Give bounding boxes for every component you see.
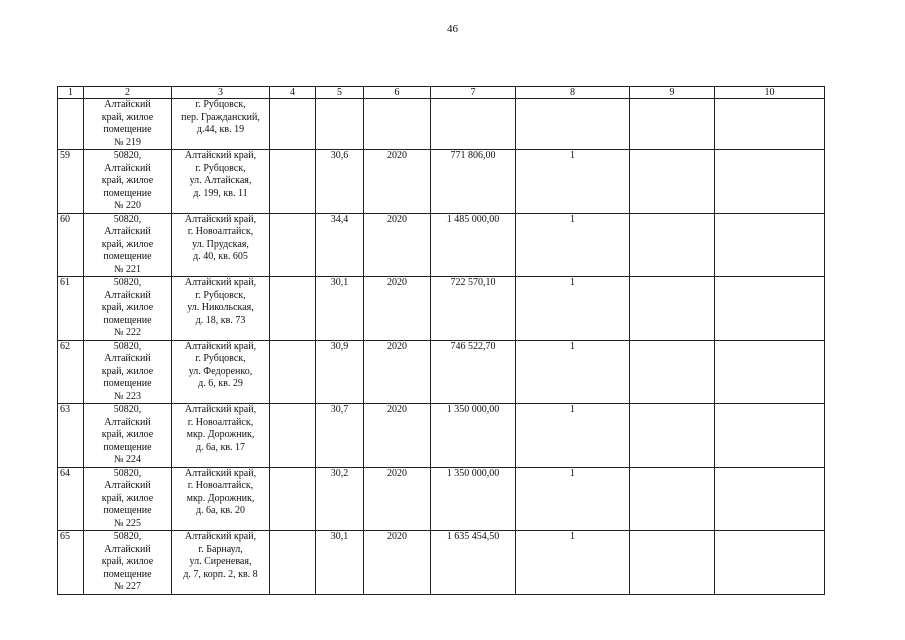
table-row <box>58 531 825 595</box>
object-line: № 222 <box>113 327 142 338</box>
address-cell <box>172 340 270 404</box>
address-line: Алтайский край, <box>184 340 257 352</box>
address-line: г. Новоалтайск, <box>187 416 254 428</box>
column-9-cell <box>630 531 715 595</box>
object-cell <box>84 99 172 150</box>
column-header: 8 <box>516 87 630 99</box>
quantity-cell: 1 <box>516 150 630 214</box>
column-10-cell <box>715 467 825 531</box>
object-line: край, жилое <box>101 111 154 123</box>
object-cell <box>84 277 172 341</box>
year-cell: 2020 <box>364 340 431 404</box>
year-cell: 2020 <box>364 277 431 341</box>
object-line: помещение <box>103 124 152 135</box>
object-line: помещение <box>103 251 152 262</box>
column-10-cell <box>715 213 825 277</box>
column-10-cell <box>715 340 825 404</box>
object-line: помещение <box>103 568 152 580</box>
quantity-cell: 1 <box>516 531 630 595</box>
area-cell: 30,9 <box>316 340 364 404</box>
column-9-cell <box>630 99 715 150</box>
address-cell <box>172 277 270 341</box>
row-number-cell: 60 <box>58 213 84 277</box>
column-9-cell <box>630 277 715 341</box>
address-cell <box>172 99 270 150</box>
address-line: г. Новоалтайск, <box>187 480 254 491</box>
column-9-cell <box>630 150 715 214</box>
row-number-cell: 65 <box>58 531 84 595</box>
address-line: ул. Сиреневая, <box>189 556 252 567</box>
column-4-cell <box>270 404 316 468</box>
table-row <box>58 404 825 468</box>
table-header-row <box>58 87 825 99</box>
object-line: Алтайский <box>104 162 151 174</box>
object-line: № 225 <box>113 517 142 529</box>
object-line: Алтайский <box>104 480 151 491</box>
page-number: 46 <box>447 23 458 35</box>
address-line: мкр. Дорожник, <box>186 429 255 440</box>
object-line: № 227 <box>113 581 142 592</box>
row-number-cell <box>58 99 84 150</box>
price-cell: 722 570,10 <box>431 277 516 341</box>
table-body <box>58 99 825 595</box>
address-line: ул. Прудская, <box>192 238 249 250</box>
column-9-cell <box>630 404 715 468</box>
address-cell <box>172 404 270 468</box>
column-4-cell <box>270 99 316 150</box>
address-line: г. Рубцовск, <box>195 99 246 110</box>
address-line: д. 199, кв. 11 <box>193 187 248 199</box>
column-header: 10 <box>715 87 825 99</box>
object-line: № 219 <box>113 136 142 148</box>
column-header: 4 <box>270 87 316 99</box>
address-line: г. Барнаул, <box>198 543 243 555</box>
address-line: г. Рубцовск, <box>195 162 246 174</box>
quantity-cell: 1 <box>516 277 630 341</box>
address-cell <box>172 213 270 277</box>
address-line: мкр. Дорожник, <box>186 492 255 504</box>
address-line: пер. Гражданский, <box>181 111 260 123</box>
quantity-cell: 1 <box>516 467 630 531</box>
column-4-cell <box>270 467 316 531</box>
object-cell <box>84 340 172 404</box>
column-4-cell <box>270 531 316 595</box>
object-line: Алтайский <box>104 226 151 237</box>
price-cell: 746 522,70 <box>431 340 516 404</box>
object-line: помещение <box>103 187 152 199</box>
address-line: д. 18, кв. 73 <box>195 314 246 326</box>
price-cell: 1 635 454,50 <box>431 531 516 595</box>
object-cell <box>84 531 172 595</box>
address-line: г. Новоалтайск, <box>187 226 254 237</box>
address-line: Алтайский край, <box>184 467 257 479</box>
object-line: 50820, <box>113 404 142 415</box>
year-cell: 2020 <box>364 150 431 214</box>
table-row <box>58 213 825 277</box>
object-line: Алтайский <box>104 289 151 301</box>
address-line: Алтайский край, <box>184 404 257 415</box>
address-line: д. 6, кв. 29 <box>198 378 243 389</box>
column-header: 2 <box>84 87 172 99</box>
address-line: д. 7, корп. 2, кв. 8 <box>183 568 258 580</box>
area-cell: 30,1 <box>316 531 364 595</box>
object-line: 50820, <box>113 213 142 225</box>
address-line: Алтайский край, <box>184 531 257 542</box>
column-header: 3 <box>172 87 270 99</box>
object-line: помещение <box>103 505 152 516</box>
address-line: г. Рубцовск, <box>195 353 246 364</box>
column-10-cell <box>715 150 825 214</box>
table-row <box>58 467 825 531</box>
object-cell <box>84 467 172 531</box>
object-line: край, жилое <box>101 238 154 250</box>
column-9-cell <box>630 213 715 277</box>
column-10-cell <box>715 531 825 595</box>
object-line: Алтайский <box>104 416 151 428</box>
object-line: край, жилое <box>101 175 154 186</box>
year-cell: 2020 <box>364 213 431 277</box>
address-cell <box>172 467 270 531</box>
address-line: ул. Федоренко, <box>188 365 253 377</box>
column-4-cell <box>270 150 316 214</box>
property-table <box>57 86 825 595</box>
quantity-cell: 1 <box>516 404 630 468</box>
address-cell <box>172 150 270 214</box>
quantity-cell <box>516 99 630 150</box>
address-line: д. 40, кв. 605 <box>193 251 248 262</box>
address-line: ул. Алтайская, <box>189 175 252 186</box>
area-cell: 34,4 <box>316 213 364 277</box>
column-9-cell <box>630 340 715 404</box>
price-cell: 771 806,00 <box>431 150 516 214</box>
object-line: 50820, <box>113 531 142 542</box>
address-line: ул. Никольская, <box>187 302 254 313</box>
price-cell: 1 350 000,00 <box>431 467 516 531</box>
object-line: № 221 <box>113 263 142 275</box>
area-cell: 30,7 <box>316 404 364 468</box>
area-cell: 30,2 <box>316 467 364 531</box>
object-cell <box>84 150 172 214</box>
address-line: д.44, кв. 19 <box>196 124 245 135</box>
year-cell: 2020 <box>364 404 431 468</box>
address-line: д. 6а, кв. 20 <box>195 505 246 516</box>
column-header: 7 <box>431 87 516 99</box>
price-cell <box>431 99 516 150</box>
object-line: край, жилое <box>101 365 154 377</box>
address-line: Алтайский край, <box>184 150 257 161</box>
column-4-cell <box>270 340 316 404</box>
area-cell: 30,6 <box>316 150 364 214</box>
row-number-cell: 59 <box>58 150 84 214</box>
object-line: край, жилое <box>101 302 154 313</box>
quantity-cell: 1 <box>516 340 630 404</box>
row-number-cell: 61 <box>58 277 84 341</box>
object-line: помещение <box>103 441 152 453</box>
object-cell <box>84 213 172 277</box>
object-line: Алтайский <box>104 543 151 555</box>
address-line: Алтайский край, <box>184 277 257 288</box>
column-header: 9 <box>630 87 715 99</box>
address-cell <box>172 531 270 595</box>
object-line: край, жилое <box>101 492 154 504</box>
object-line: 50820, <box>113 467 142 479</box>
address-line: г. Рубцовск, <box>195 289 246 301</box>
object-line: помещение <box>103 378 152 389</box>
area-cell <box>316 99 364 150</box>
column-header: 5 <box>316 87 364 99</box>
object-line: № 223 <box>113 390 142 402</box>
object-line: Алтайский <box>104 99 151 110</box>
year-cell: 2020 <box>364 531 431 595</box>
column-header: 1 <box>58 87 84 99</box>
column-9-cell <box>630 467 715 531</box>
price-cell: 1 350 000,00 <box>431 404 516 468</box>
object-line: край, жилое <box>101 556 154 567</box>
object-line: 50820, <box>113 340 142 352</box>
object-line: 50820, <box>113 150 142 161</box>
object-cell <box>84 404 172 468</box>
quantity-cell: 1 <box>516 213 630 277</box>
year-cell <box>364 99 431 150</box>
object-line: край, жилое <box>101 429 154 440</box>
object-line: № 224 <box>113 454 142 465</box>
row-number-cell: 63 <box>58 404 84 468</box>
address-line: д. 6а, кв. 17 <box>195 441 246 453</box>
column-4-cell <box>270 213 316 277</box>
column-header: 6 <box>364 87 431 99</box>
area-cell: 30,1 <box>316 277 364 341</box>
table-row <box>58 99 825 150</box>
price-cell: 1 485 000,00 <box>431 213 516 277</box>
object-line: помещение <box>103 314 152 326</box>
column-10-cell <box>715 404 825 468</box>
object-line: Алтайский <box>104 353 151 364</box>
column-4-cell <box>270 277 316 341</box>
year-cell: 2020 <box>364 467 431 531</box>
table-row <box>58 340 825 404</box>
table-row <box>58 150 825 214</box>
row-number-cell: 62 <box>58 340 84 404</box>
address-line: Алтайский край, <box>184 213 257 225</box>
column-10-cell <box>715 277 825 341</box>
table-row <box>58 277 825 341</box>
row-number-cell: 64 <box>58 467 84 531</box>
column-10-cell <box>715 99 825 150</box>
object-line: № 220 <box>113 200 142 211</box>
object-line: 50820, <box>113 277 142 288</box>
